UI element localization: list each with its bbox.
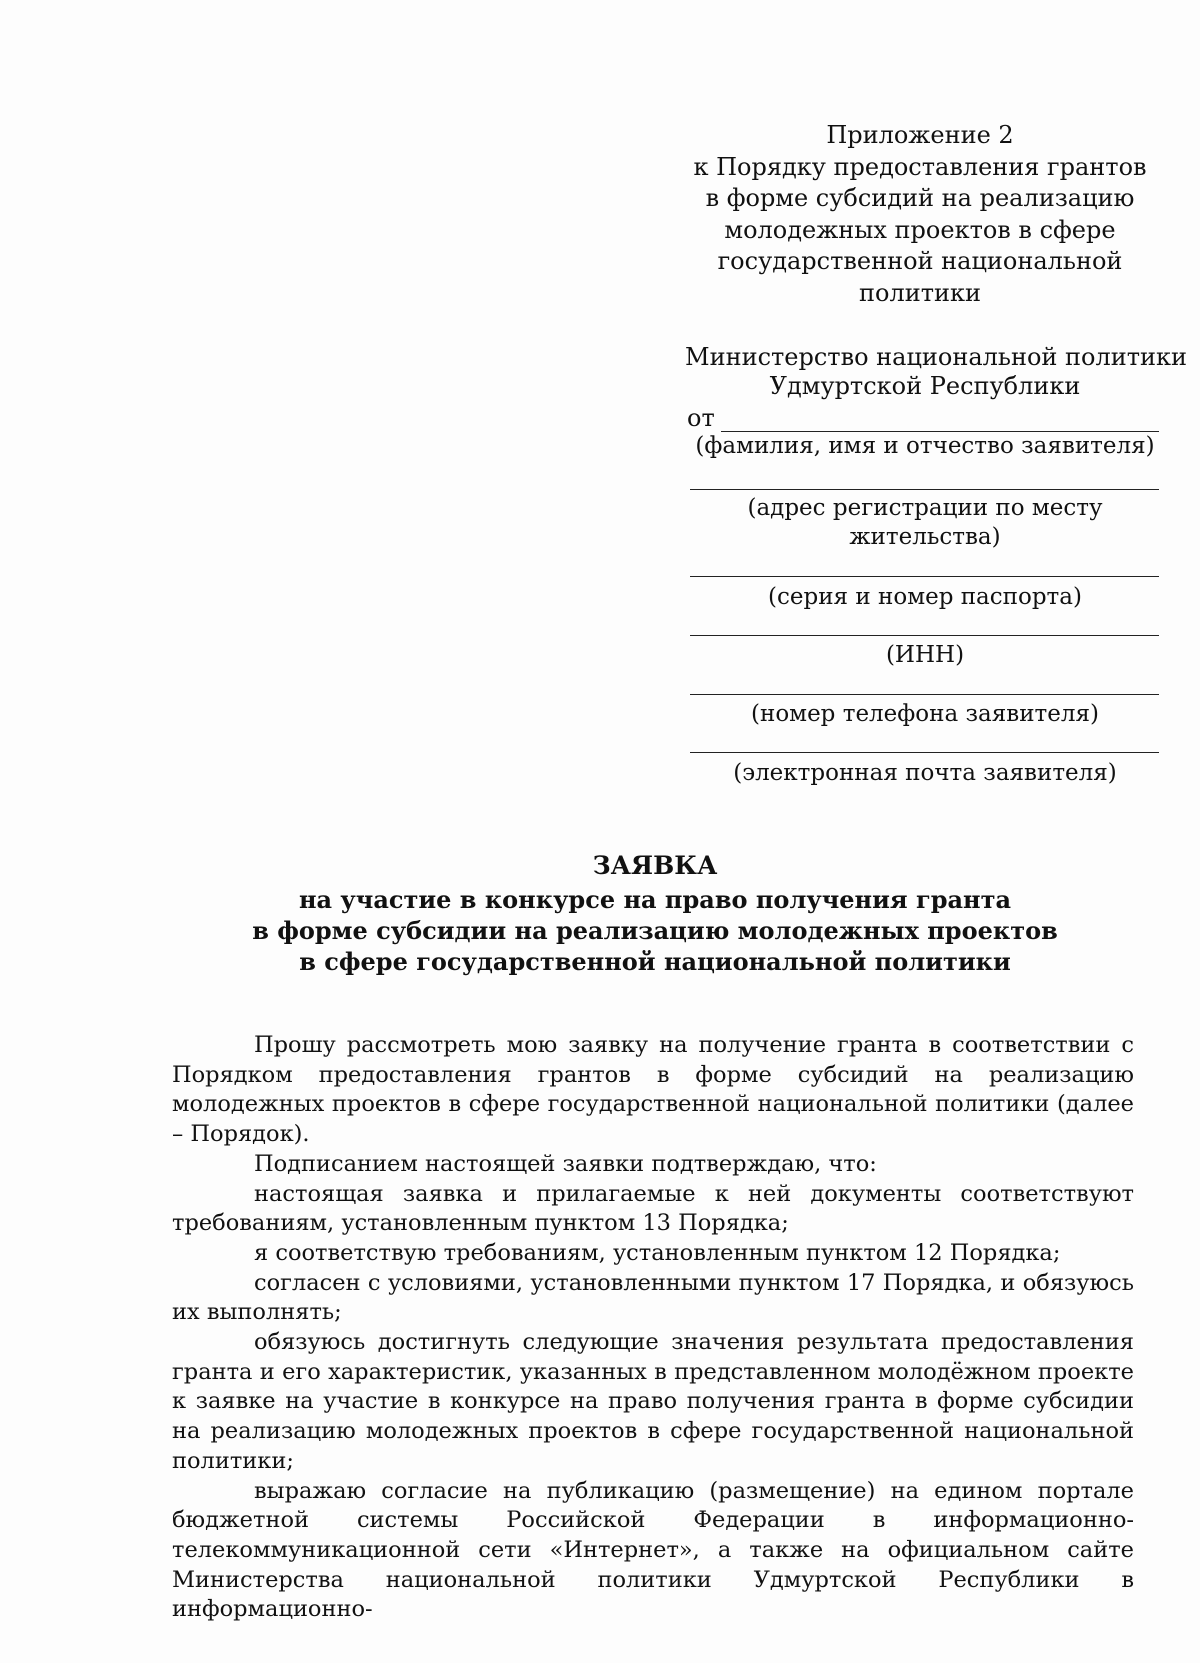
address-caption-line: жительства) <box>849 524 1001 550</box>
address-caption <box>685 494 1165 552</box>
email-caption: (электронная почта заявителя) <box>733 760 1117 786</box>
appendix-header <box>675 120 1165 309</box>
appendix-line: в форме субсидий на реализацию <box>705 184 1135 212</box>
inn-blank[interactable] <box>690 635 1159 636</box>
title-subline: в форме субсидии на реализацию молодежных проектов <box>252 916 1058 945</box>
body-paragraph: Подписанием настоящей заявки подтверждаю, что: <box>254 1150 877 1177</box>
appendix-line: молодежных проектов в сфере <box>724 215 1116 244</box>
address-blank[interactable] <box>690 489 1159 490</box>
appendix-line: государственной национальной <box>717 247 1123 275</box>
address-caption-line: (адрес регистрации по месту <box>747 495 1103 521</box>
ministry-line: Удмуртской Республики <box>769 372 1081 400</box>
email-blank[interactable] <box>690 752 1159 753</box>
applicant-name-caption: (фамилия, имя и отчество заявителя) <box>695 433 1155 459</box>
appendix-line: политики <box>859 278 981 307</box>
body-paragraph: Прошу рассмотреть мою заявку на получение гранта в соответствии с Порядком предоставления грантов в форме субсидий на реализацию молодежных проектов в сфере государственной национальной политики (далее – Порядок). <box>172 1032 1134 1148</box>
title-main: ЗАЯВКА <box>592 851 718 880</box>
passport-blank[interactable] <box>690 576 1159 577</box>
from-label: от <box>687 404 715 432</box>
body-paragraph: я соответствую требованиям, установленным пунктом 12 Порядка; <box>254 1239 1061 1266</box>
addressee-ministry <box>685 343 1187 401</box>
application-body <box>172 1031 1134 1625</box>
ministry-line: Министерство национальной политики <box>685 343 1187 371</box>
body-paragraph: настоящая заявка и прилагаемые к ней документы соответствуют требованиям, установленным пунктом 13 Порядка; <box>172 1180 1134 1237</box>
phone-caption: (номер телефона заявителя) <box>751 701 1099 727</box>
appendix-line: к Порядку предоставления грантов <box>693 152 1147 181</box>
title-subline: в сфере государственной национальной политики <box>299 947 1011 976</box>
inn-caption: (ИНН) <box>885 642 965 668</box>
body-paragraph: согласен с условиями, установленными пунктом 17 Порядка, и обязуюсь их выполнять; <box>172 1269 1134 1326</box>
application-title <box>170 850 1140 977</box>
passport-caption: (серия и номер паспорта) <box>768 584 1082 610</box>
body-paragraph: обязуюсь достигнуть следующие значения результата предоставления гранта и его характеристик, указанных в представленном молодёжном проекте к заявке на участие в конкурсе на право получения гранта в форме субсидии на реализацию молодежных проектов в сфере государственной национальной политики; <box>172 1329 1134 1474</box>
appendix-line: Приложение 2 <box>826 121 1014 149</box>
from-row <box>687 404 1159 434</box>
phone-blank[interactable] <box>690 694 1159 695</box>
title-subline: на участие в конкурсе на право получения гранта <box>298 885 1012 914</box>
body-paragraph: выражаю согласие на публикацию (размещение) на едином портале бюджетной системы Российской Федерации в информационно-телекоммуникационной сети «Интернет», а также на официальном сайте Министерства национальной политики Удмуртской Республики в информационно- <box>172 1477 1134 1623</box>
